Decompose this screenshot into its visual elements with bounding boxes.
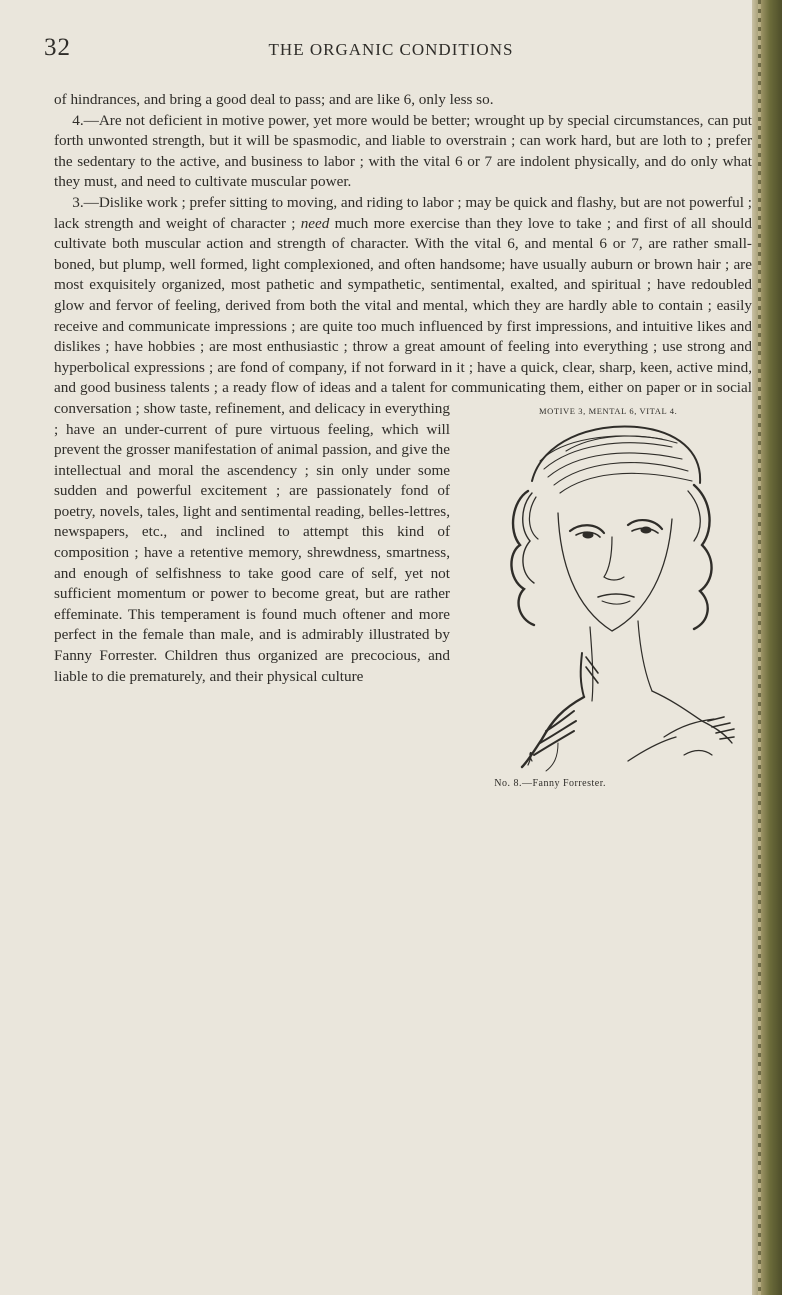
figure-caption: No. 8.—Fanny Forrester. bbox=[494, 778, 607, 790]
paragraph-3-rest: them, either on paper or in social conversation ; show taste, refinement, and delicacy in everything ; have an under-current of pure virtuous feeling, which will prevent the grosser manifestation of animal passion, and give the intellectual and moral the ascendency ; sin only under some sudden and powerful excitement ; are passionately fond of poetry, novels, tales, light and sentimental reading, belles-lettres, newspapers, etc., and inclined to attempt this kind of composition ; have a retentive memory, shrewdness, smartness, and enough of selfishness to take good care of self, yet not sufficient momentum or power to become great, but are rather effeminate. This temperament is found much oftener and more perfect in the female than male, and is admirably illustrated by Fanny Forrester. Children thus organized are precocious, and liable to die prematurely, and their physical culture bbox=[54, 379, 752, 685]
paragraph-2: 4.—Are not deficient in motive power, yet more would be better; wrought up by special circumstances, can put forth unwonted strength, but it will be spasmodic, and liable to overstrain ; can work hard, but are loth to ; prefer the sedentary to the active, and business to labor ; with the vital 6 or 7 are indolent physically, and do only what they must, and need to cultivate muscular power. bbox=[54, 111, 752, 191]
paragraph-3-start: 3.—Dislike work ; prefer sitting to moving, and riding to labor ; may be quick and flashy, but are not powerful ; lack strength and weight of character ; bbox=[54, 193, 753, 232]
portrait-figure bbox=[462, 403, 752, 795]
paragraph-3-continued bbox=[54, 214, 752, 790]
emphasis-need: need bbox=[300, 214, 330, 232]
page-number: 32 bbox=[44, 34, 71, 61]
portrait-engraving bbox=[462, 421, 752, 773]
paragraph-3 bbox=[54, 193, 753, 790]
figure-heading: MOTIVE 3, MENTAL 6, VITAL 4. bbox=[538, 405, 678, 416]
page-edge bbox=[752, 0, 782, 1295]
running-head: THE ORGANIC CONDITIONS bbox=[268, 40, 514, 59]
body-text bbox=[54, 90, 752, 797]
paragraph-3-head: much more exercise than they love to take ; and first of all should cultivate both muscular action and strength of character. With the vital 6, and mental 6 or 7, are rather small-boned, but plump, well formed, light complexioned, and often handsome; have usually auburn or brown hair ; are most exquisitely organized, most pathetic and sympathetic, sentimental, exalted, and spiritual ; have redoubled glow and fervor of feeling, derived from both the vital and mental, which they are hardly able to contain ; easily receive and communicate impressions ; are quite too much influenced by first impressions, and intuitive likes and dislikes ; have hobbies ; are most enthusiastic ; throw a great amount of feeling into everything ; use strong and hyperbolical expressions ; are fond of company, if not forward in it ; have a quick, clear, sharp, keen, active mind, and good business talents ; a ready flow of ideas and a talent for communicating bbox=[54, 214, 752, 397]
paragraph-1: of hindrances, and bring a good deal to pass; and are like 6, only less so. bbox=[54, 91, 494, 108]
